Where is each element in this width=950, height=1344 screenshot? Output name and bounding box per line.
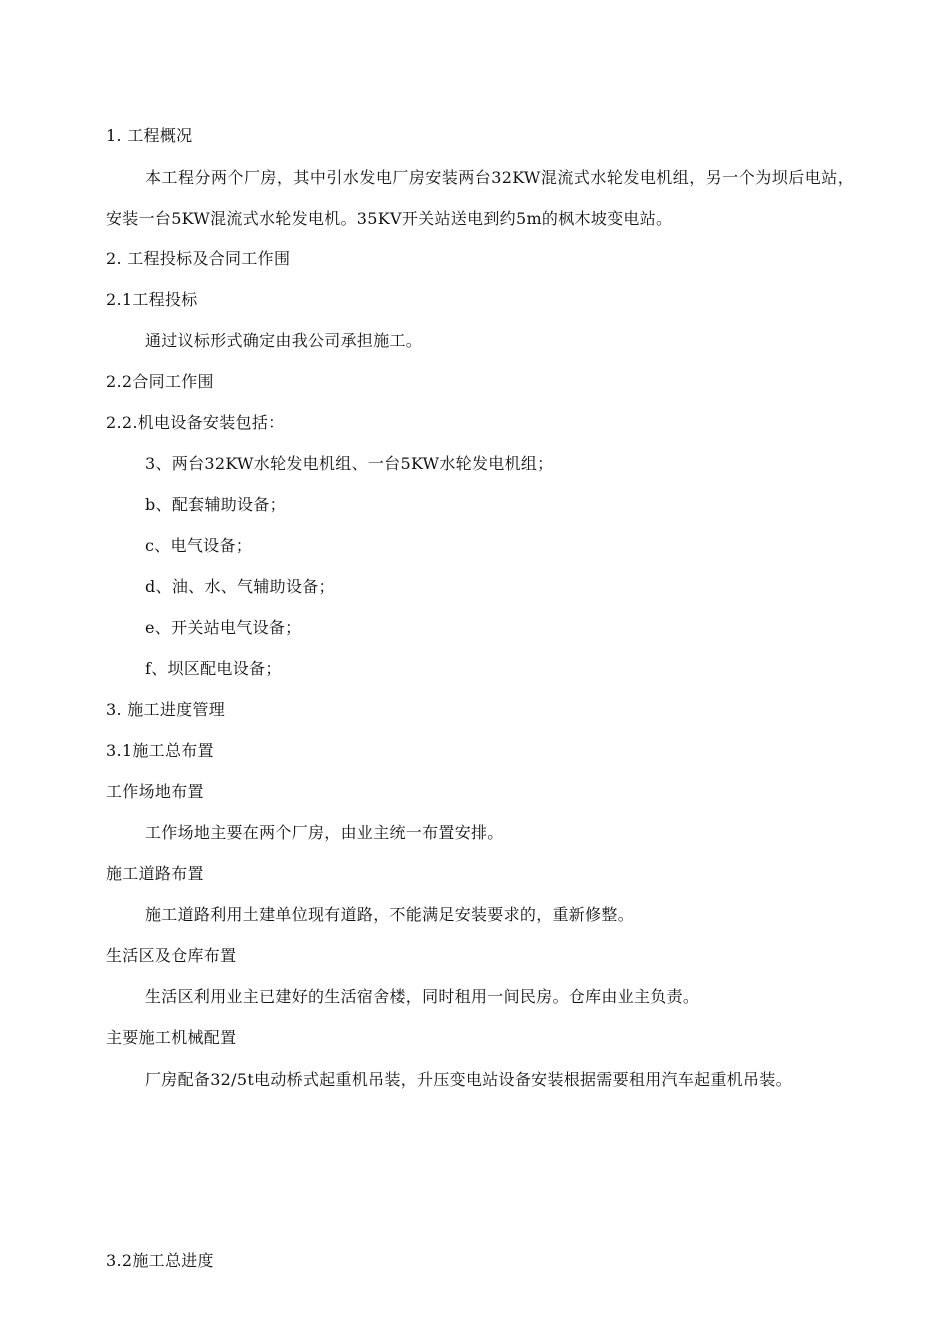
site-layout-body: 工作场地主要在两个厂房，由业主统一布置安排。 <box>145 823 504 842</box>
section-2-2-subheading: 2.2.机电设备安装包括： <box>106 413 285 432</box>
section-3-heading: 3. 施工进度管理 <box>106 700 226 719</box>
section-3-1-heading: 3.1施工总布置 <box>106 741 214 760</box>
machinery-heading: 主要施工机械配置 <box>106 1028 237 1047</box>
list-item: d、油、水、气辅助设备； <box>145 577 335 596</box>
section-2-heading: 2. 工程投标及合同工作围 <box>106 249 291 268</box>
site-layout-heading: 工作场地布置 <box>106 782 204 801</box>
section-2-1-body: 通过议标形式确定由我公司承担施工。 <box>145 331 423 350</box>
living-area-body: 生活区利用业主已建好的生活宿舍楼，同时租用一间民房。仓库由业主负责。 <box>145 987 700 1006</box>
list-item: f、坝区配电设备； <box>145 659 282 678</box>
section-2-2-heading: 2.2合同工作围 <box>106 372 214 391</box>
road-layout-body: 施工道路利用土建单位现有道路，不能满足安装要求的，重新修整。 <box>145 905 635 924</box>
machinery-body: 厂房配备32/5t电动桥式起重机吊装，升压变电站设备安装根据需要租用汽车起重机吊装。 <box>145 1070 792 1089</box>
section-1-heading: 1. 工程概况 <box>106 126 193 145</box>
list-item: b、配套辅助设备； <box>145 495 286 514</box>
section-2-1-heading: 2.1工程投标 <box>106 290 198 309</box>
list-item: 3、两台32KW水轮发电机组、一台5KW水轮发电机组； <box>145 454 554 473</box>
living-area-heading: 生活区及仓库布置 <box>106 946 237 965</box>
section-3-2-heading: 3.2施工总进度 <box>106 1251 214 1270</box>
list-item: c、电气设备； <box>145 536 253 555</box>
list-item: e、开关站电气设备； <box>145 618 302 637</box>
road-layout-heading: 施工道路布置 <box>106 864 204 883</box>
section-1-body: 本工程分两个厂房，其中引水发电厂房安装两台32KW混流式水轮发电机组，另一个为坝后电站，安装一台5KW混流式水轮发电机。35KV开关站送电到约5m的枫木坡变电站。 <box>106 168 854 228</box>
